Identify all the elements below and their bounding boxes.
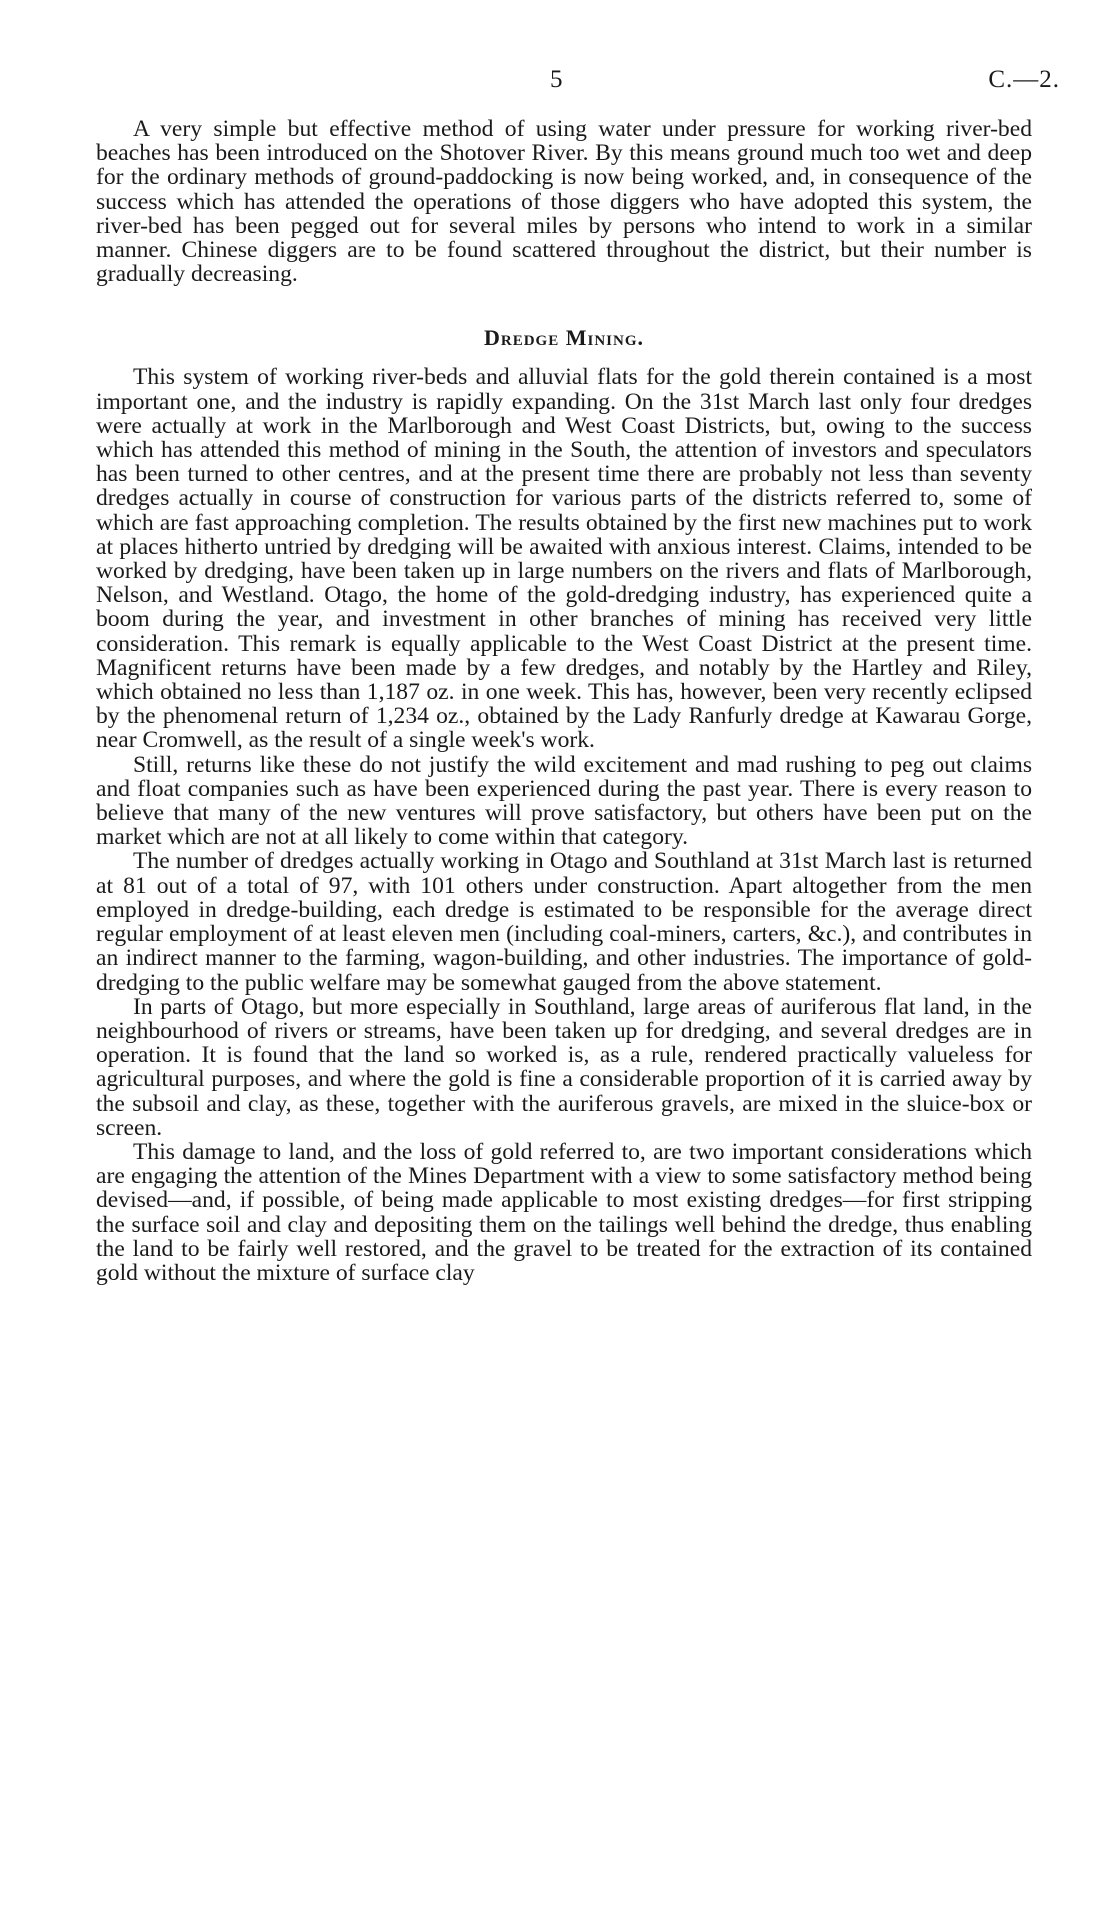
page-header (125, 66, 1060, 100)
body-text (96, 117, 1032, 1285)
paragraph-returns: Still, returns like these do not justify the wild excitement and mad rushing to peg out claims and float companies such as have been experienced during the past year. There is every reason to believe that many of the new ventures will prove satisfactory, but others have been put on the market which are not at all likely to come within that category. (96, 751, 1032, 851)
paragraph-shotover-river: A very simple but effective method of using water under pressure for working river-bed beaches has been introduced on the Shotover River. By this means ground much too wet and deep for the ordinary methods of ground-paddocking is now being worked, and, in consequence of the success which has attended the operations of those diggers who have adopted this system, the river-bed has been pegged out for several miles by persons who intend to work in a similar manner. Chinese diggers are to be found scattered throughout the district, but their number is gradually decreasing. (96, 116, 1032, 288)
paragraph-auriferous-land: In parts of Otago, but more especially in Southland, large areas of auriferous flat land, in the neighbourhood of rivers or streams, have been taken up for dredging, and several dredges are in operation. It is found that the land so worked is, as a rule, rendered practically valueless for agricultural purposes, and where the gold is fine a considerable proportion of it is carried away by the subsoil and clay, as these, together with the auriferous gravels, are mixed in the sluice-box or screen. (96, 993, 1032, 1141)
document-reference: C.—2. (988, 66, 1060, 93)
paragraph-dredge-numbers: The number of dredges actually working in Otago and Southland at 31st March last is returned at 81 out of a total of 97, with 101 others under construction. Apart altogether from the men employed in dredge-building, each dredge is estimated to be responsible for the average direct regular employment of at least eleven men (including coal-miners, carters, &c.), and contributes in an indirect manner to the farming, wagon-building, and other industries. The importance of gold-dredging to the public welfare may be somewhat gauged from the above statement. (96, 848, 1032, 996)
section-heading-dredge-mining: Dredge Mining. (483, 325, 644, 351)
paragraph-dredge-system: This system of working river-beds and alluvial flats for the gold therein contained is a most important one, and the industry is rapidly expanding. On the 31st March last only four dredges were actually at work in the Marlborough and West Coast Districts, but, owing to the success which has attended this method of mining in the South, the attention of investors and speculators has been turned to other centres, and at the present time there are probably not less than seventy dredges actually in course of construction for various parts of the districts referred to, some of which are fast approaching completion. The results obtained by the first new machines put to work at places hitherto untried by dredging will be awaited with anxious interest. Claims, intended to be worked by dredging, have been taken up in large numbers on the rivers and flats of Marlborough, Nelson, and Westland. Otago, the home of the gold-dredging industry, has experienced quite a boom during the year, and investment in other branches of mining has received very little consideration. This remark is equally applicable to the West Coast District at the present time. Magnificent returns have been made by a few dredges, and notably by the Hartley and Riley, which obtained no less than 1,187 oz. in one week. This has, however, been very recently eclipsed by the phenomenal return of 1,234 oz., obtained by the Lady Ranfurly dredge at Kawarau Gorge, near Cromwell, as the result of a single week's work. (96, 364, 1032, 754)
page-number: 5 (550, 66, 563, 93)
paragraph-land-damage: This damage to land, and the loss of gold referred to, are two important considerations which are engaging the attention of the Mines Department with a view to some satisfactory method being devised—and, if possible, of being made applicable to most existing dredges—for first stripping the surface soil and clay and depositing them on the tailings well behind the dredge, thus enabling the land to be fairly well restored, and the gravel to be treated for the extraction of its contained gold without the mixture of surface clay (96, 1138, 1032, 1286)
